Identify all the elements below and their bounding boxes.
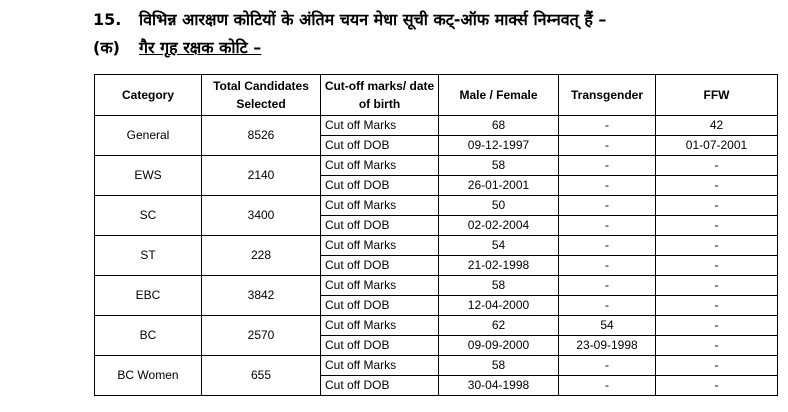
- sub-heading: [93, 38, 261, 58]
- transgender-cell: -: [559, 196, 656, 216]
- male-female-cell: 58: [439, 276, 559, 296]
- cutoff-type-cell: Cut off Marks: [321, 356, 439, 376]
- table-body: [95, 116, 778, 396]
- male-female-cell: 58: [439, 356, 559, 376]
- cutoff-type-cell: Cut off DOB: [321, 136, 439, 156]
- ffw-cell: -: [656, 176, 778, 196]
- ffw-cell: -: [656, 296, 778, 316]
- table-header-row: [95, 75, 778, 116]
- cutoff-type-cell: Cut off Marks: [321, 196, 439, 216]
- cutoff-type-cell: Cut off Marks: [321, 316, 439, 336]
- male-female-cell: 30-04-1998: [439, 376, 559, 396]
- cutoff-type-cell: Cut off DOB: [321, 376, 439, 396]
- header-cutoff-type: Cut-off marks/ date of birth: [321, 75, 439, 116]
- ffw-cell: 01-07-2001: [656, 136, 778, 156]
- category-cell: General: [95, 116, 202, 156]
- transgender-cell: -: [559, 136, 656, 156]
- ffw-cell: -: [656, 336, 778, 356]
- sub-heading-marker: (क): [93, 38, 120, 57]
- table-row: [95, 356, 778, 376]
- cutoff-type-cell: Cut off DOB: [321, 176, 439, 196]
- total-cell: 228: [202, 236, 321, 276]
- transgender-cell: -: [559, 156, 656, 176]
- category-cell: EBC: [95, 276, 202, 316]
- total-cell: 3400: [202, 196, 321, 236]
- male-female-cell: 26-01-2001: [439, 176, 559, 196]
- transgender-cell: -: [559, 236, 656, 256]
- ffw-cell: 42: [656, 116, 778, 136]
- category-cell: SC: [95, 196, 202, 236]
- section-title: विभिन्न आरक्षण कोटियों के अंतिम चयन मेधा सूची कट्-ऑफ मार्क्स निम्नवत् हैं –: [139, 10, 607, 29]
- total-cell: 8526: [202, 116, 321, 156]
- male-female-cell: 12-04-2000: [439, 296, 559, 316]
- transgender-cell: -: [559, 216, 656, 236]
- male-female-cell: 09-09-2000: [439, 336, 559, 356]
- table-row: [95, 196, 778, 216]
- ffw-cell: -: [656, 316, 778, 336]
- transgender-cell: 23-09-1998: [559, 336, 656, 356]
- header-transgender: Transgender: [559, 75, 656, 116]
- ffw-cell: -: [656, 276, 778, 296]
- total-cell: 2570: [202, 316, 321, 356]
- category-cell: ST: [95, 236, 202, 276]
- table-row: [95, 316, 778, 336]
- male-female-cell: 02-02-2004: [439, 216, 559, 236]
- ffw-cell: -: [656, 156, 778, 176]
- transgender-cell: 54: [559, 316, 656, 336]
- section-heading: [93, 10, 606, 30]
- cutoff-type-cell: Cut off Marks: [321, 156, 439, 176]
- table-row: [95, 156, 778, 176]
- male-female-cell: 54: [439, 236, 559, 256]
- male-female-cell: 62: [439, 316, 559, 336]
- ffw-cell: -: [656, 376, 778, 396]
- header-male-female: Male / Female: [439, 75, 559, 116]
- male-female-cell: 09-12-1997: [439, 136, 559, 156]
- total-cell: 655: [202, 356, 321, 396]
- total-cell: 2140: [202, 156, 321, 196]
- ffw-cell: -: [656, 236, 778, 256]
- cutoff-type-cell: Cut off DOB: [321, 216, 439, 236]
- category-cell: EWS: [95, 156, 202, 196]
- category-cell: BC: [95, 316, 202, 356]
- table-row: [95, 276, 778, 296]
- table-row: [95, 116, 778, 136]
- ffw-cell: -: [656, 356, 778, 376]
- header-category: Category: [95, 75, 202, 116]
- cutoff-type-cell: Cut off DOB: [321, 296, 439, 316]
- transgender-cell: -: [559, 296, 656, 316]
- total-cell: 3842: [202, 276, 321, 316]
- transgender-cell: -: [559, 356, 656, 376]
- cutoff-type-cell: Cut off DOB: [321, 256, 439, 276]
- transgender-cell: -: [559, 116, 656, 136]
- transgender-cell: -: [559, 256, 656, 276]
- male-female-cell: 21-02-1998: [439, 256, 559, 276]
- transgender-cell: -: [559, 376, 656, 396]
- male-female-cell: 58: [439, 156, 559, 176]
- category-cell: BC Women: [95, 356, 202, 396]
- ffw-cell: -: [656, 216, 778, 236]
- male-female-cell: 50: [439, 196, 559, 216]
- cutoff-table: [94, 74, 778, 396]
- sub-heading-title: गैर गृह रक्षक कोटि –: [139, 38, 262, 57]
- cutoff-type-cell: Cut off Marks: [321, 276, 439, 296]
- transgender-cell: -: [559, 176, 656, 196]
- ffw-cell: -: [656, 196, 778, 216]
- male-female-cell: 68: [439, 116, 559, 136]
- transgender-cell: -: [559, 276, 656, 296]
- ffw-cell: -: [656, 256, 778, 276]
- table-row: [95, 236, 778, 256]
- header-total-candidates: Total Candidates Selected: [202, 75, 321, 116]
- cutoff-type-cell: Cut off Marks: [321, 236, 439, 256]
- header-ffw: FFW: [656, 75, 778, 116]
- cutoff-type-cell: Cut off Marks: [321, 116, 439, 136]
- section-number: 15.: [93, 10, 122, 29]
- cutoff-type-cell: Cut off DOB: [321, 336, 439, 356]
